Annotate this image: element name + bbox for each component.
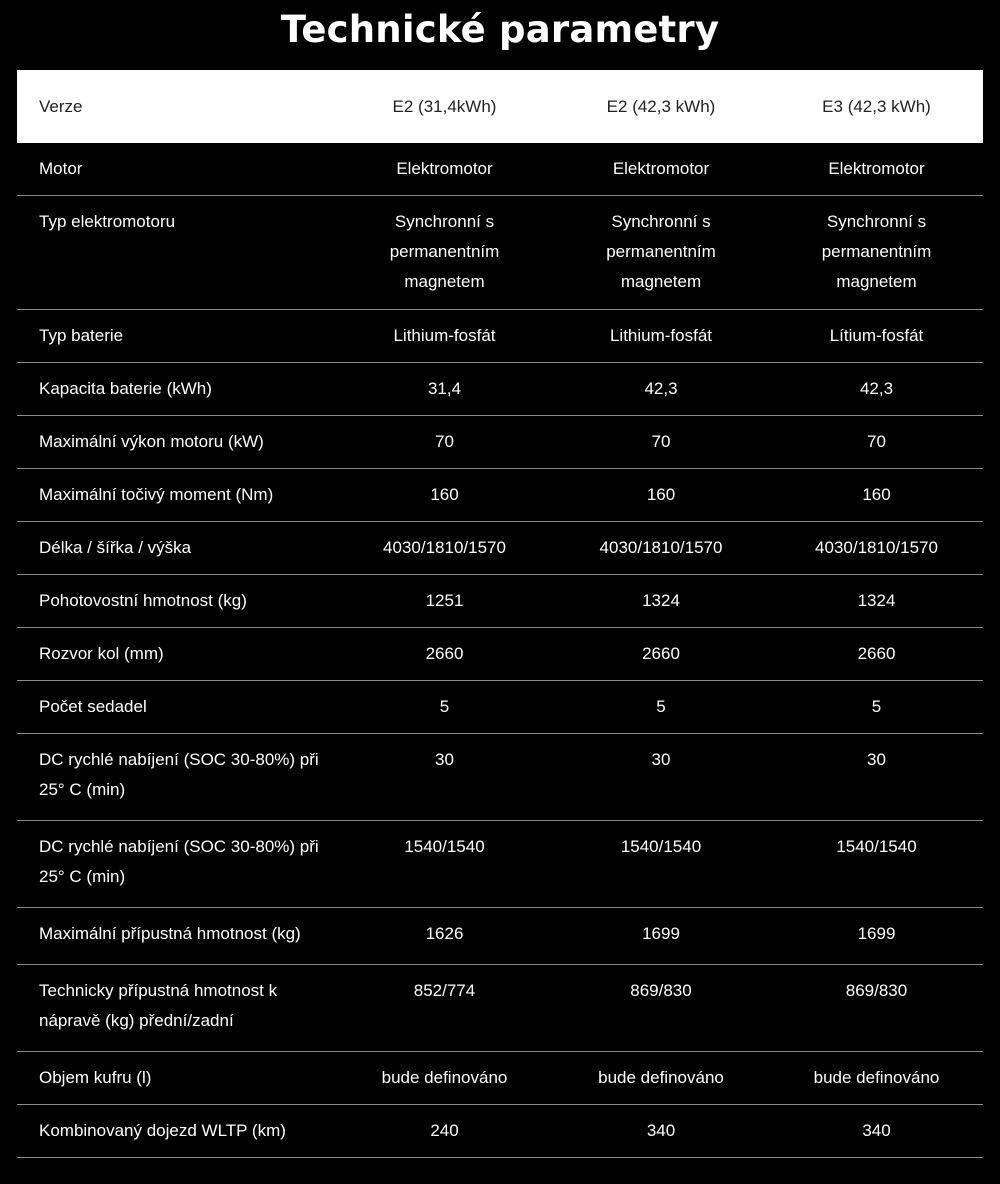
- header-version-cell: E2 (31,4kWh): [337, 70, 552, 143]
- table-row: [17, 965, 983, 1052]
- row-value: Synchronní s permanentním magnetem: [552, 196, 770, 310]
- row-value: 70: [770, 416, 983, 469]
- row-value: Elektromotor: [770, 143, 983, 196]
- row-label: Počet sedadel: [17, 681, 337, 734]
- header-label-cell: Verze: [17, 70, 337, 143]
- row-value: 160: [552, 469, 770, 522]
- row-value: 5: [337, 681, 552, 734]
- table-row: [17, 363, 983, 416]
- table-row: [17, 908, 983, 965]
- row-label: Délka / šířka / výška: [17, 522, 337, 575]
- row-value: 30: [337, 734, 552, 821]
- row-value: Lithium-fosfát: [552, 310, 770, 363]
- row-label: Typ elektromotoru: [17, 196, 337, 310]
- table-row: [17, 628, 983, 681]
- row-value: 2660: [337, 628, 552, 681]
- row-value: Synchronní s permanentním magnetem: [337, 196, 552, 310]
- table-row: [17, 681, 983, 734]
- table-row: [17, 416, 983, 469]
- row-value: 4030/1810/1570: [552, 522, 770, 575]
- row-value: 869/830: [770, 965, 983, 1052]
- row-value: 4030/1810/1570: [337, 522, 552, 575]
- row-label: DC rychlé nabíjení (SOC 30-80%) při 25° C (min): [17, 734, 337, 821]
- row-value: 160: [337, 469, 552, 522]
- row-value: bude definováno: [552, 1052, 770, 1105]
- table-row: [17, 575, 983, 628]
- row-label: Kombinovaný dojezd WLTP (km): [17, 1105, 337, 1158]
- row-label: Objem kufru (l): [17, 1052, 337, 1105]
- row-value: 1540/1540: [337, 821, 552, 908]
- row-value: 852/774: [337, 965, 552, 1052]
- row-value: 42,3: [770, 363, 983, 416]
- row-value: Elektromotor: [337, 143, 552, 196]
- table-row: [17, 522, 983, 575]
- row-value: 160: [770, 469, 983, 522]
- row-value: 31,4: [337, 363, 552, 416]
- row-value: 240: [337, 1105, 552, 1158]
- row-label: Technicky přípustná hmotnost k nápravě (kg) přední/zadní: [17, 965, 337, 1052]
- row-value: 1324: [770, 575, 983, 628]
- row-value: bude definováno: [337, 1052, 552, 1105]
- row-value: 1251: [337, 575, 552, 628]
- row-value: 1699: [552, 908, 770, 965]
- row-value: 1699: [770, 908, 983, 965]
- row-value: Synchronní s permanentním magnetem: [770, 196, 983, 310]
- row-value: 1626: [337, 908, 552, 965]
- row-value: 1540/1540: [770, 821, 983, 908]
- row-value: 30: [552, 734, 770, 821]
- row-value: 2660: [770, 628, 983, 681]
- row-value: bude definováno: [770, 1052, 983, 1105]
- row-value: Lithium-fosfát: [337, 310, 552, 363]
- row-label: Kapacita baterie (kWh): [17, 363, 337, 416]
- table-row: [17, 821, 983, 908]
- row-label: Maximální výkon motoru (kW): [17, 416, 337, 469]
- row-value: 1324: [552, 575, 770, 628]
- row-value: 42,3: [552, 363, 770, 416]
- row-value: 5: [552, 681, 770, 734]
- row-label: DC rychlé nabíjení (SOC 30-80%) při 25° C (min): [17, 821, 337, 908]
- row-label: Pohotovostní hmotnost (kg): [17, 575, 337, 628]
- table-row: [17, 143, 983, 196]
- row-value: 340: [770, 1105, 983, 1158]
- row-label: Typ baterie: [17, 310, 337, 363]
- table-row: [17, 310, 983, 363]
- row-value: 5: [770, 681, 983, 734]
- row-value: 1540/1540: [552, 821, 770, 908]
- row-value: Lítium-fosfát: [770, 310, 983, 363]
- page-title: Technické parametry: [280, 8, 720, 51]
- row-value: 70: [337, 416, 552, 469]
- table-row: [17, 1052, 983, 1105]
- header-version-cell: E3 (42,3 kWh): [770, 70, 983, 143]
- table-row: [17, 196, 983, 310]
- row-value: 869/830: [552, 965, 770, 1052]
- table-row: [17, 469, 983, 522]
- row-value: 30: [770, 734, 983, 821]
- row-label: Rozvor kol (mm): [17, 628, 337, 681]
- row-value: 70: [552, 416, 770, 469]
- row-value: 4030/1810/1570: [770, 522, 983, 575]
- row-value: Elektromotor: [552, 143, 770, 196]
- table-header-row: [17, 70, 983, 143]
- row-label: Motor: [17, 143, 337, 196]
- row-value: 2660: [552, 628, 770, 681]
- header-version-cell: E2 (42,3 kWh): [552, 70, 770, 143]
- row-label: Maximální točivý moment (Nm): [17, 469, 337, 522]
- table-row: [17, 1105, 983, 1158]
- row-label: Maximální přípustná hmotnost (kg): [17, 908, 337, 965]
- row-value: 340: [552, 1105, 770, 1158]
- table-row: [17, 734, 983, 821]
- spec-table: [17, 70, 983, 1158]
